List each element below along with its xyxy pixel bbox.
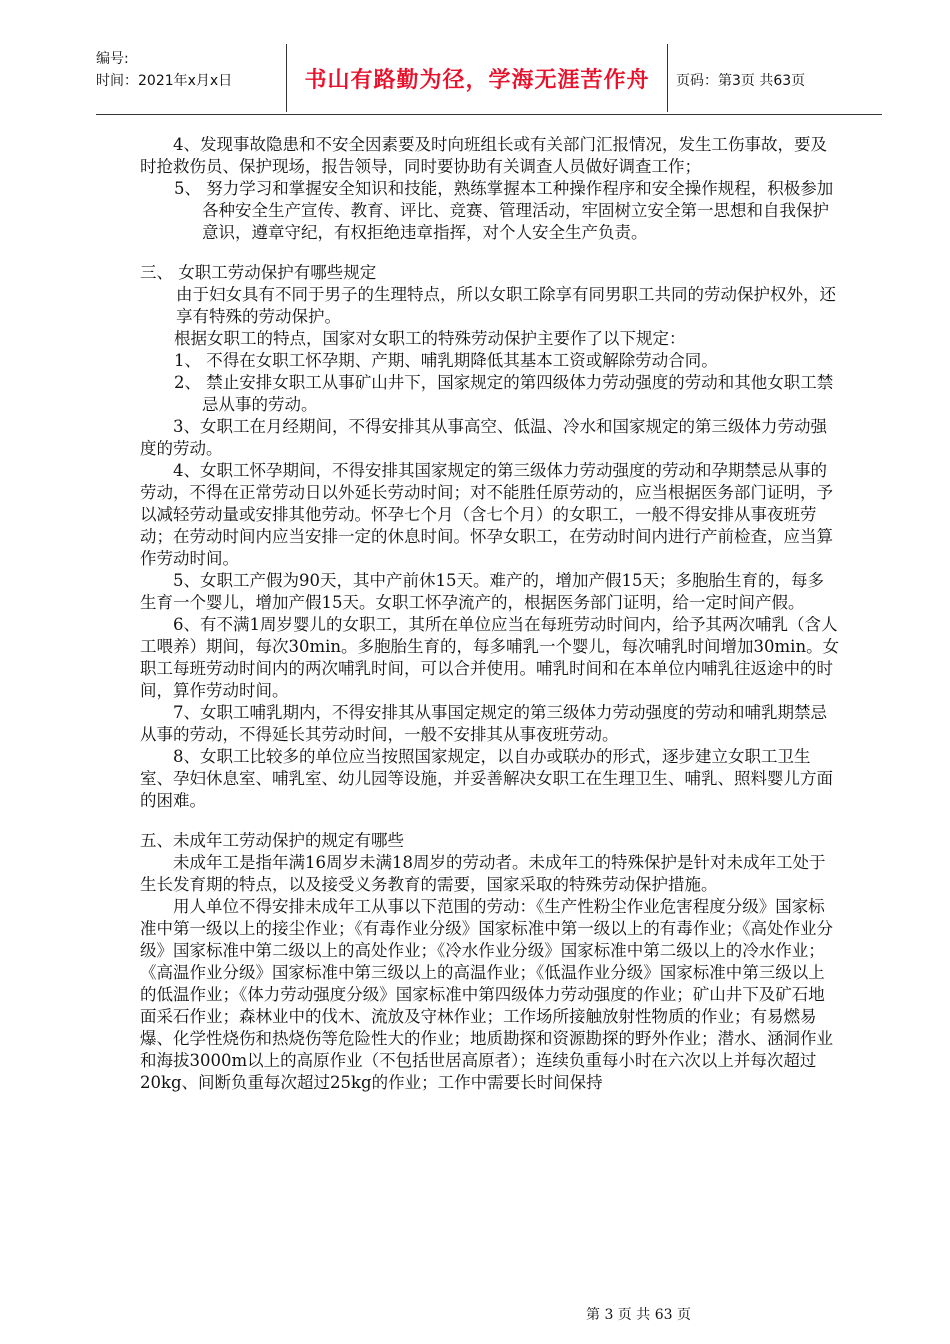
paragraph: 未成年工是指年满16周岁未满18周岁的劳动者。未成年工的特殊保护是针对未成年工处于生长发育期的特点，以及接受义务教育的需要，国家采取的特殊劳动保护措施。	[140, 853, 826, 894]
list-item: 8、女职工比较多的单位应当按照国家规定，以自办或联办的形式，逐步建立女职工卫生室、孕妇休息室、哺乳室、幼儿园等设施，并妥善解决女职工在生理卫生、哺乳、照料婴儿方面的困难。	[140, 747, 833, 810]
header-meta	[96, 48, 286, 92]
header-divider	[96, 114, 882, 115]
paragraph: 4、发现事故隐患和不安全因素要及时向班组长或有关部门汇报情况，发生工伤事故，要及时抢救伤员、保护现场，报告领导，同时要协助有关调查人员做好调查工作；	[140, 135, 827, 176]
list-item: 5、女职工产假为90天，其中产前休15天。难产的，增加产假15天；多胞胎生育的，每多生育一个婴儿，增加产假15天。女职工怀孕流产的，根据医务部门证明，给一定时间产假。	[140, 571, 824, 612]
document-number-label: 编号:	[96, 51, 129, 67]
paragraph: 用人单位不得安排未成年工从事以下范围的劳动：《生产性粉尘作业危害程度分级》国家标准中第一级以上的接尘作业；《有毒作业分级》国家标准中第一级以上的有毒作业；《高处作业分级》国家标准中第二级以上的高处作业；《冷水作业分级》国家标准中第二级以上的冷水作业；《高温作业分级》国家标准中第三级以上的高温作业；《低温作业分级》国家标准中第三级以上的低温作业；《体力劳动强度分级》国家标准中第四级体力劳动强度的作业；矿山井下及矿石地面采石作业；森林业中的伐木、流放及守林作业；工作场所接触放射性物质的作业；有易燃易爆、化学性烧伤和热烧伤等危险性大的作业；地质勘探和资源勘探的野外作业；潜水、涵洞作业和海拔3000m以上的高原作业（不包括世居高原者）；连续负重每小时在六次以上并每次超过20kg、间断负重每次超过25kg的作业；工作中需要长时间保持	[140, 897, 833, 1092]
page-header	[96, 44, 882, 114]
list-item: 6、有不满1周岁婴儿的女职工，其所在单位应当在每班劳动时间内，给予其两次哺乳（含人工喂养）期间，每次30min。多胞胎生育的，每多哺乳一个婴儿，每次哺乳时间增加30min。女职工每班劳动时间内的两次哺乳时间，可以合并使用。哺乳时间和在本单位内哺乳往返途中的时间，算作劳动时间。	[140, 615, 840, 700]
page-footer: 第 3 页 共 63 页	[586, 1307, 691, 1323]
header-page-label: 页码：第3页 共63页	[676, 73, 806, 89]
document-body	[140, 134, 840, 1094]
section-heading: 五、未成年工劳动保护的规定有哪些	[140, 831, 404, 850]
paragraph: 由于妇女具有不同于男子的生理特点，所以女职工除享有同男职工共同的劳动保护权外，还享有特殊的劳动保护。	[176, 285, 836, 326]
paragraph: 根据女职工的特点，国家对女职工的特殊劳动保护主要作了以下规定：	[174, 329, 686, 348]
list-item: 1、 不得在女职工怀孕期、产期、哺乳期降低其基本工资或解除劳动合同。	[174, 351, 718, 370]
list-item: 7、女职工哺乳期内，不得安排其从事国定规定的第三级体力劳动强度的劳动和哺乳期禁忌从事的劳动，不得延长其劳动时间，一般不安排其从事夜班劳动。	[140, 703, 827, 744]
paragraph: 5、 努力学习和掌握安全知识和技能，熟练掌握本工种操作程序和安全操作规程，积极参加各种安全生产宣传、教育、评比、竞赛、管理活动，牢固树立安全第一思想和自我保护意识，遵章守纪，有权拒绝违章指挥，对个人安全生产负责。	[174, 179, 834, 242]
section-heading: 三、 女职工劳动保护有哪些规定	[140, 263, 377, 282]
list-item: 4、女职工怀孕期间，不得安排其国家规定的第三级体力劳动强度的劳动和孕期禁忌从事的劳动，不得在正常劳动日以外延长劳动时间；对不能胜任原劳动的，应当根据医务部门证明，予以减轻劳动量或安排其他劳动。怀孕七个月（含七个月）的女职工，一般不得安排从事夜班劳动；在劳动时间内应当安排一定的休息时间。怀孕女职工，在劳动时间内进行产前检查，应当算作劳动时间。	[140, 461, 833, 568]
header-motto: 书山有路勤为径，学海无涯苦作舟	[286, 44, 668, 112]
document-time-label: 时间：2021年x月x日	[96, 73, 233, 89]
list-item: 3、女职工在月经期间，不得安排其从事高空、低温、冷水和国家规定的第三级体力劳动强度的劳动。	[140, 417, 827, 458]
list-item: 2、 禁止安排女职工从事矿山井下，国家规定的第四级体力劳动强度的劳动和其他女职工禁忌从事的劳动。	[174, 373, 834, 414]
